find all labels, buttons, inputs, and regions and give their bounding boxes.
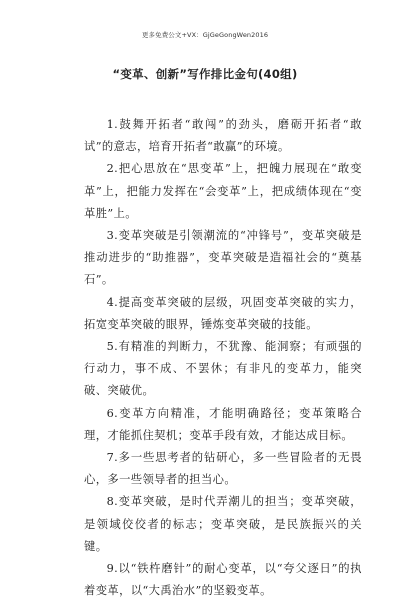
page-header-watermark: 更多免费公文+VX：GjGeGongWen2016 xyxy=(141,31,269,39)
paragraph-1: 1.鼓舞开拓者“敢闯”的劲头，磨砺开拓者“敢试”的意志，培育开拓者“敢赢”的环境。 xyxy=(84,118,362,154)
paragraph-8: 8.变革突破，是时代弄潮儿的担当；变革突破，是领域佼佼者的标志；变革突破，是民族振兴的关键。 xyxy=(84,495,362,553)
document-body xyxy=(84,114,362,602)
paragraph-5: 5.有精准的判断力，不犹豫、能洞察；有顽强的行动力，事不成、不罢休；有非凡的变革力，能突破、突破优。 xyxy=(84,340,362,398)
paragraph-4: 4.提高变革突破的层级，巩固变革突破的实力，拓宽变革突破的眼界，锤炼变革突破的技能。 xyxy=(84,295,362,331)
paragraph-7: 7.多一些思考者的钻研心，多一些冒险者的无畏心，多一些领导者的担当心。 xyxy=(84,451,362,487)
document-title: “变革、创新”写作排比金句(40组) xyxy=(112,67,298,81)
paragraph-9: 9.以“铁杵磨针”的耐心变革，以“夸父逐日”的执着变革，以“大禹治水”的坚毅变革。 xyxy=(84,562,362,598)
paragraph-3: 3.变革突破是引领潮流的“冲锋号”，变革突破是推动进步的“助推器”，变革突破是造福社会的“奠基石”。 xyxy=(84,229,362,287)
paragraph-6: 6.变革方向精准，才能明确路径；变革策略合理，才能抓住契机；变革手段有效，才能达成目标。 xyxy=(84,406,362,442)
paragraph-2: 2.把心思放在“思变革”上，把魄力展现在“敢变革”上，把能力发挥在“会变革”上，把成绩体现在“变革胜”上。 xyxy=(84,162,362,220)
